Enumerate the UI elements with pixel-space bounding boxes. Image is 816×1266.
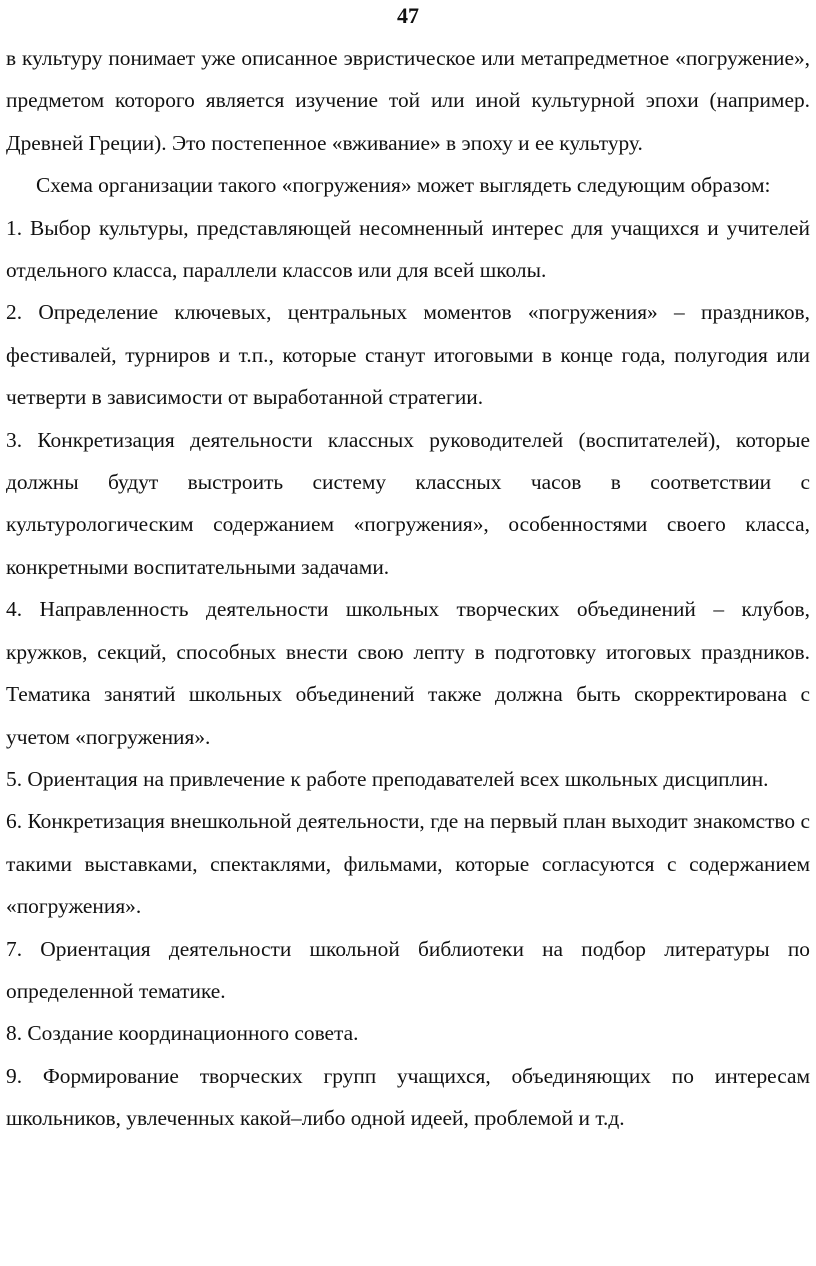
list-item-5: 5. Ориентация на привлечение к работе преподавателей всех школьных дисциплин. [6,766,769,791]
list-item-3: 3. Конкретизация деятельности классных руководителей (воспитателей), которые должны будут выстроить систему классных часов в соответствии с культурологическим содержанием «погружения», особенностями своего класса, конкретными воспитательными задачами. [6,427,810,579]
list-item-9: 9. Формирование творческих групп учащихся, объединяющих по интересам школьников, увлеченных какой–либо одной идеей, проблемой и т.д. [6,1063,810,1131]
list-item-4: 4. Направленность деятельности школьных творческих объединений – клубов, кружков, секций, способных внести свою лепту в подготовку итоговых праздников. Тематика занятий школьных объединений также должна быть скорректирована с учетом «погружения». [6,597,810,749]
list-item-2: 2. Определение ключевых, центральных моментов «погружения» – праздников, фестивалей, турниров и т.п., которые станут итоговыми в конце года, полугодия или четверти в зависимости от выработанной стратегии. [6,300,810,410]
list-item-1: 1. Выбор культуры, представляющей несомненный интерес для учащихся и учителей отдельного класса, параллели классов или для всей школы. [6,215,810,283]
paragraph-scheme-intro: Схема организации такого «погружения» может выглядеть следующим образом: [36,173,771,198]
list-item-6: 6. Конкретизация внешкольной деятельности, где на первый план выходит знакомство с такими выставками, спектаклями, фильмами, которые согласуются с содержанием «погружения». [6,809,810,919]
list-item-8: 8. Создание координационного совета. [6,1021,359,1046]
page-number: 47 [397,3,419,28]
document-body [6,37,810,1140]
paragraph-continuation: в культуру понимает уже описанное эвристическое или метапредметное «погружение», предметом которого является изучение той или иной культурной эпохи (например. Древней Греции). Это постепенное «вживание» в эпоху и ее культуру. [6,46,810,155]
list-item-7: 7. Ориентация деятельности школьной библиотеки на подбор литературы по определенной тематике. [6,936,810,1003]
